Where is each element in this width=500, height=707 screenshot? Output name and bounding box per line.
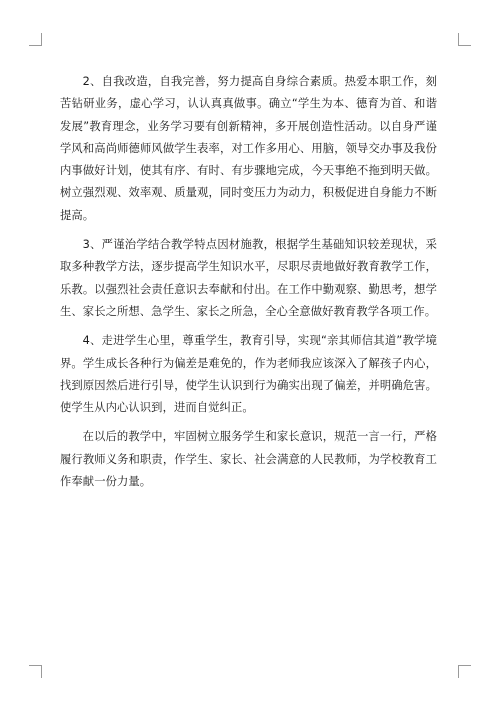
- crop-mark-top-left: [29, 33, 42, 46]
- crop-mark-bottom-right: [458, 665, 471, 678]
- crop-mark-top-right: [458, 33, 471, 46]
- paragraph-self-improvement: 2、自我改造，自我完善，努力提高自身综合素质。热爱本职工作，刻苦钻研业务，虚心学习，认认真真做事。确立“学生为本、德育为首、和谐发展”教育理念，业务学习要有创新精神，多开展创造性活动。以自身严谨学风和高尚师德师风做学生表率，对工作多用心、用脑，领导交办事及我份内事做好计划，使其有序、有时、有步骤地完成，今天事绝不拖到明天做。树立强烈观、效率观、质量观，同时变压力为动力，积极促进自身能力不断提高。: [60, 75, 437, 222]
- document-body: [60, 71, 437, 500]
- crop-mark-bottom-left: [29, 665, 42, 678]
- paragraph-conclusion: 在以后的教学中，牢固树立服务学生和家长意识，规范一言一行，严格履行教师义务和职责，作学生、家长、社会满意的人民教师，为学校教育工作奉献一份力量。: [60, 430, 437, 489]
- paragraph-teaching-method: 3、严谨治学结合教学特点因材施教，根据学生基础知识较差现状，采取多种教学方法，逐步提高学生知识水平，尽职尽责地做好教育教学工作，乐教。以强烈社会责任意识去奉献和付出。在工作中勤观察、勤思考，想学生、家长之所想、急学生、家长之所急，全心全意做好教育教学各项工作。: [60, 238, 437, 318]
- paragraph-student-guidance: 4、走进学生心里，尊重学生，教育引导，实现“亲其师信其道”教学境界。学生成长各种行为偏差是难免的，作为老师我应该深入了解孩子内心，找到原因然后进行引导，使学生认识到行为确实出现了偏差，并明确危害。使学生从内心认识到，进而自觉纠正。: [60, 334, 437, 415]
